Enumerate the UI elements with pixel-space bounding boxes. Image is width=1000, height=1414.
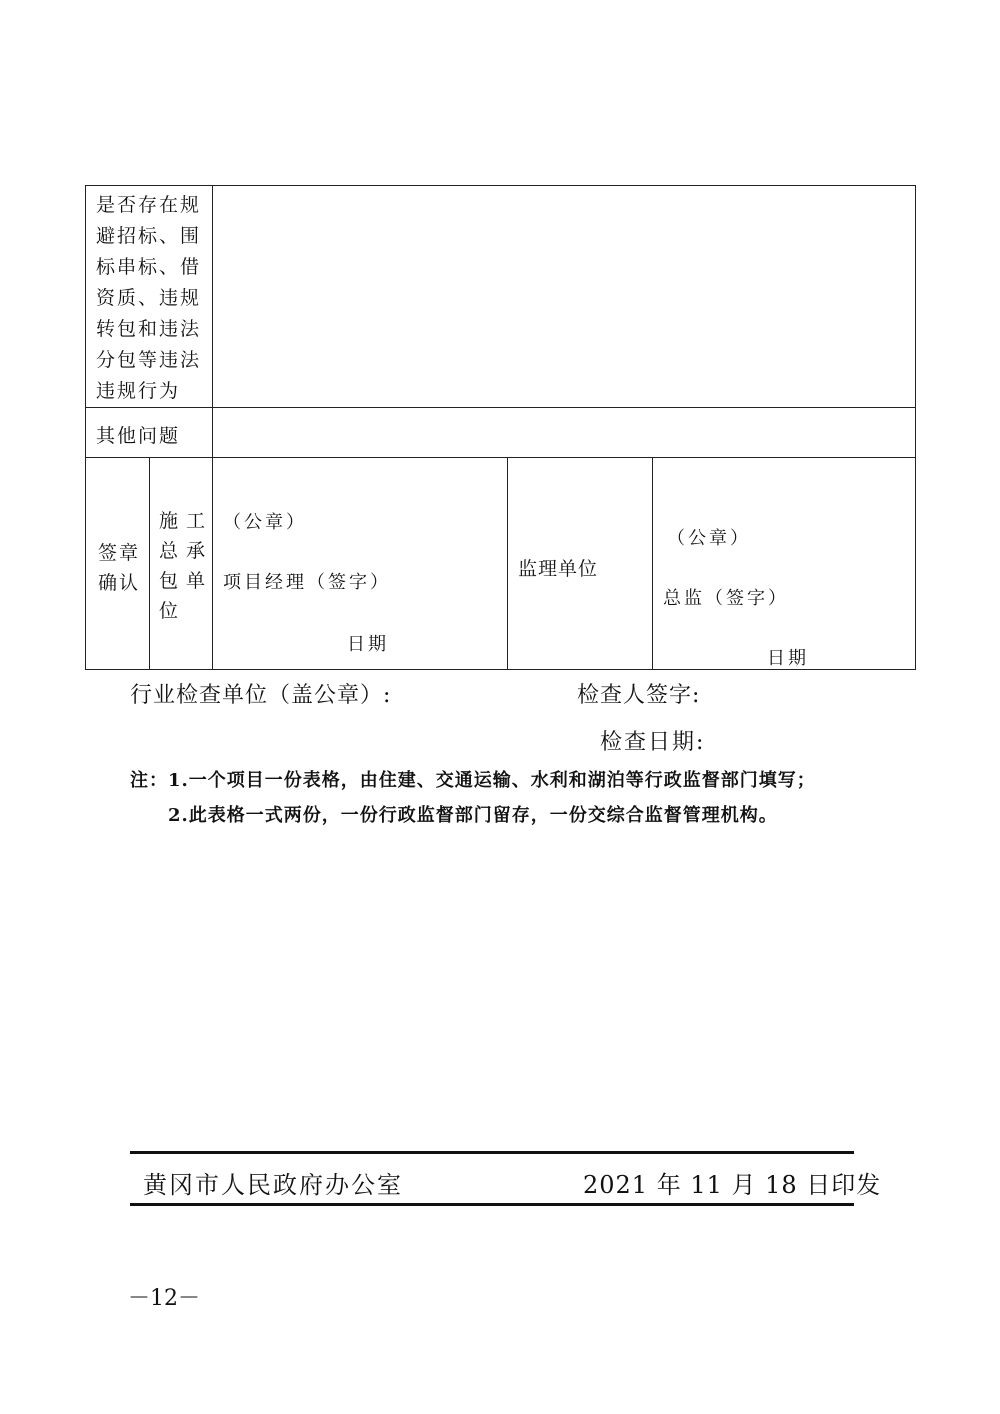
supervisor-seal: （公章） <box>667 528 752 549</box>
sign-confirm-label: 签章 确认 <box>86 458 150 670</box>
supervisor-label: 监理单位 <box>508 458 653 670</box>
contractor-manager-sign: 项目经理（签字） <box>223 572 392 593</box>
footer-bottom-rule <box>130 1203 854 1206</box>
violation-label: 是否存在规 避招标、围 标串标、借 资质、违规 转包和违法 分包等违法 违规行为 <box>86 186 213 408</box>
contractor-date: 日期 <box>347 634 390 655</box>
inspect-date-label: 检查日期: <box>600 730 706 755</box>
note-line-1: 注：1.一个项目一份表格，由住建、交通运输、水利和湖泊等行政监督部门填写； <box>130 770 816 791</box>
note-line-2: 2.此表格一式两份，一份行政监督部门留存，一份交综合监督管理机构。 <box>168 805 778 826</box>
supervisor-sign-cell[interactable] <box>653 458 916 670</box>
page-number: －12－ <box>128 1286 200 1311</box>
footer-top-rule <box>130 1151 854 1154</box>
supervisor-date: 日期 <box>767 648 810 669</box>
contractor-sign-cell[interactable] <box>213 458 508 670</box>
footer-issuer: 黄冈市人民政府办公室 <box>143 1171 403 1199</box>
inspector-sign-label: 检查人签字: <box>577 683 701 708</box>
other-issues-label: 其他问题 <box>86 408 213 458</box>
supervisor-chief-sign: 总监（签字） <box>663 588 790 609</box>
other-issues-value[interactable] <box>213 408 916 458</box>
contractor-label: 施 工 总 承 包 单 位 <box>150 458 213 670</box>
footer-issue-date: 2021 年 11 月 18 日印发 <box>583 1171 882 1199</box>
contractor-seal: （公章） <box>223 512 308 533</box>
violation-value[interactable] <box>213 186 916 408</box>
inspect-unit-label: 行业检查单位（盖公章）: <box>130 683 392 708</box>
inspection-form-table <box>85 185 916 670</box>
